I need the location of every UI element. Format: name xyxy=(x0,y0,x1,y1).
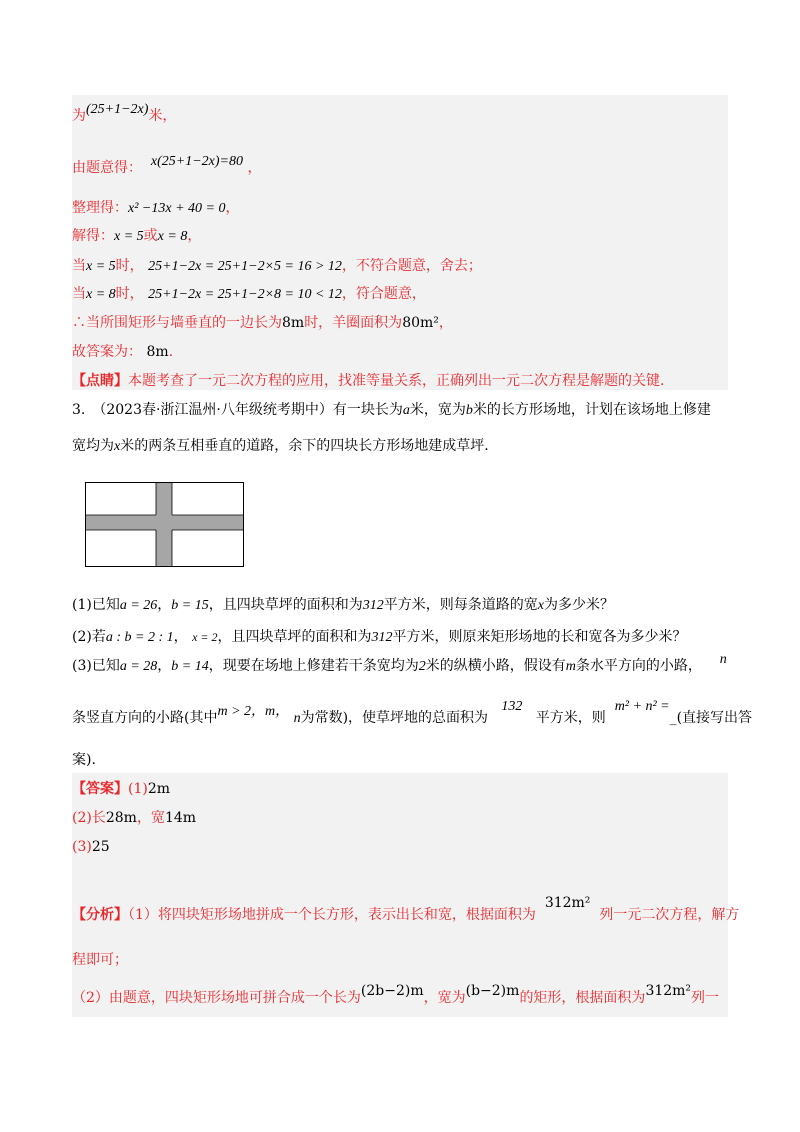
text: 列一元二次方程，解方 xyxy=(599,907,740,923)
q3-line-2 xyxy=(72,436,489,457)
text: 解得： xyxy=(72,228,114,244)
sol-line-1 xyxy=(72,102,177,127)
math-expr: m > 2，m， xyxy=(217,704,290,719)
text: 为 xyxy=(72,108,86,124)
text: 米，宽为 xyxy=(409,402,466,418)
text: _(直接写出答 xyxy=(669,710,753,726)
text: 为多少米？ xyxy=(543,597,614,613)
key-point-label: 【点睛】 xyxy=(72,373,128,389)
math-expr: 80m² xyxy=(402,315,439,331)
math-expr: x = 2 xyxy=(192,630,218,644)
math-expr: m² + n² = xyxy=(614,699,670,714)
text: ， xyxy=(187,228,202,244)
text: ，不符合题意，舍去； xyxy=(341,258,482,274)
math-var: x xyxy=(114,439,121,454)
field-figure xyxy=(85,482,244,567)
answer-line-3 xyxy=(72,837,110,857)
text: 程即可； xyxy=(72,952,128,968)
text: ，现要在场地上修建若干条宽均为 xyxy=(208,658,419,674)
math-expr: 25+1−2x = 25+1−2×8 = 10 < 12 xyxy=(148,287,342,302)
sol-line-7 xyxy=(72,313,453,333)
text: ，宽为 xyxy=(423,990,466,1006)
text: 列一 xyxy=(691,990,720,1006)
analysis-line-2 xyxy=(72,950,128,970)
text: 为常数)，使草坪地的总面积为 xyxy=(300,710,489,726)
text: ，且四块草坪的面积和为 xyxy=(208,597,363,613)
math-expr: 2m xyxy=(147,781,171,797)
text: ，宽 xyxy=(136,810,165,826)
text: 由题意得： xyxy=(72,160,142,176)
math-expr: 8m xyxy=(146,344,169,360)
text: 平方米，则每条道路的宽 xyxy=(383,597,538,613)
math-expr: 312 xyxy=(371,630,393,645)
text: 米的两条互相垂直的道路，余下的四块长方形场地建成草坪. xyxy=(120,438,489,454)
math-expr: 14m xyxy=(164,810,197,826)
text: 时， xyxy=(115,286,144,302)
math-expr: (b−2)m xyxy=(465,983,520,999)
text: 平方米，则原来矩形场地的长和宽各为多少米？ xyxy=(392,629,687,645)
q3-part-3-cont xyxy=(72,699,753,729)
math-expr: x = 8 xyxy=(157,229,188,244)
q3-part-3 xyxy=(72,652,727,677)
sol-line-9 xyxy=(72,371,664,391)
vertical-road xyxy=(156,483,172,566)
math-var: m xyxy=(565,659,576,674)
text: 时， xyxy=(115,258,144,274)
text: ， xyxy=(173,629,188,645)
text: (2)长 xyxy=(72,810,106,826)
math-expr: x = 5 xyxy=(114,229,144,244)
math-expr: 25 xyxy=(91,839,110,855)
math-expr: 312m² xyxy=(544,895,591,911)
math-var: a xyxy=(402,403,410,418)
text: 条水平方向的小路， xyxy=(575,658,702,674)
text: 时，羊圈面积为 xyxy=(304,315,403,331)
math-expr: 8m xyxy=(282,315,305,331)
text: （1）将四块矩形场地拼成一个长方形，表示出长和宽，根据面积为 xyxy=(128,907,536,923)
analysis-label: 【分析】 xyxy=(72,907,128,923)
sol-line-3 xyxy=(72,198,239,219)
text: 米的纵横小路，假设有 xyxy=(425,658,566,674)
text: ， xyxy=(157,658,172,674)
text: 整理得： xyxy=(72,200,128,216)
text: (1) xyxy=(128,781,148,797)
q3-line-1 xyxy=(72,400,711,421)
text: （2）由题意，四块矩形场地可拼合成一个长为 xyxy=(72,990,361,1006)
text: ∴当所围矩形与墙垂直的一边长为 xyxy=(72,315,282,331)
answer-label: 【答案】 xyxy=(72,781,128,797)
text: (3) xyxy=(72,839,92,855)
math-expr: x² −13x + 40 = 0 xyxy=(128,201,226,216)
text: 本题考查了一元二次方程的应用，找准等量关系，正确列出一元二次方程是解题的关键. xyxy=(128,373,665,389)
math-expr: x = 8 xyxy=(86,287,116,302)
text: ， xyxy=(225,200,240,216)
math-expr: b = 14 xyxy=(171,659,209,674)
answer-line-1 xyxy=(72,779,170,799)
text: 条竖直方向的小路(其中 xyxy=(72,710,218,726)
analysis-line-3 xyxy=(72,983,720,1008)
q3-part-1 xyxy=(72,595,614,616)
math-expr: (2b−2)m xyxy=(360,983,424,999)
text: ，且四块草坪的面积和为 xyxy=(217,629,372,645)
text: 案). xyxy=(72,752,96,768)
answer-line-2 xyxy=(72,808,196,828)
sol-line-5 xyxy=(72,256,482,277)
math-expr: a : b = 2 : 1 xyxy=(105,630,174,645)
text: 当 xyxy=(72,258,86,274)
math-expr: x = 5 xyxy=(86,259,116,274)
math-var: n xyxy=(719,652,727,667)
sol-line-4 xyxy=(72,226,201,247)
q3-part-3-end xyxy=(72,750,96,770)
analysis-line-1 xyxy=(72,895,740,925)
text: ， xyxy=(247,160,262,176)
text: ， xyxy=(438,315,453,331)
sol-line-8 xyxy=(72,342,173,362)
math-expr: 2 xyxy=(418,659,426,674)
text: (2)若 xyxy=(72,629,106,645)
text: 宽均为 xyxy=(72,438,114,454)
math-var: n xyxy=(293,711,301,726)
math-expr: 132 xyxy=(501,699,523,714)
text: 或 xyxy=(143,228,158,244)
q3-part-2 xyxy=(72,627,687,648)
math-expr: (25+1−2x) xyxy=(86,102,149,117)
sol-line-2 xyxy=(72,154,262,179)
math-expr: 28m xyxy=(105,810,137,826)
math-expr: 25+1−2x = 25+1−2×5 = 16 > 12 xyxy=(148,259,342,274)
text: 平方米，则 xyxy=(535,710,606,726)
math-expr: a = 28 xyxy=(119,659,158,674)
math-var: x xyxy=(537,598,544,613)
math-expr: a = 26 xyxy=(119,598,158,613)
text: 故答案为： xyxy=(72,344,142,360)
text: . xyxy=(168,344,174,360)
text: 米， xyxy=(148,108,177,124)
text: 米的长方形场地，计划在该场地上修建 xyxy=(472,402,711,418)
text: ， xyxy=(157,597,172,613)
text: ，符合题意， xyxy=(341,286,426,302)
math-var: b xyxy=(465,403,473,418)
text: (3)已知 xyxy=(72,658,120,674)
math-expr: b = 15 xyxy=(171,598,209,613)
text: 3. （2023春·浙江温州·八年级统考期中）有一块长为 xyxy=(72,402,403,418)
math-expr: 312 xyxy=(362,598,384,613)
text: 的矩形，根据面积为 xyxy=(519,990,646,1006)
text: 当 xyxy=(72,286,86,302)
text: (1)已知 xyxy=(72,597,120,613)
math-expr: 312m² xyxy=(645,983,692,999)
sol-line-6 xyxy=(72,284,426,305)
math-expr: x(25+1−2x)=80 xyxy=(150,154,243,169)
